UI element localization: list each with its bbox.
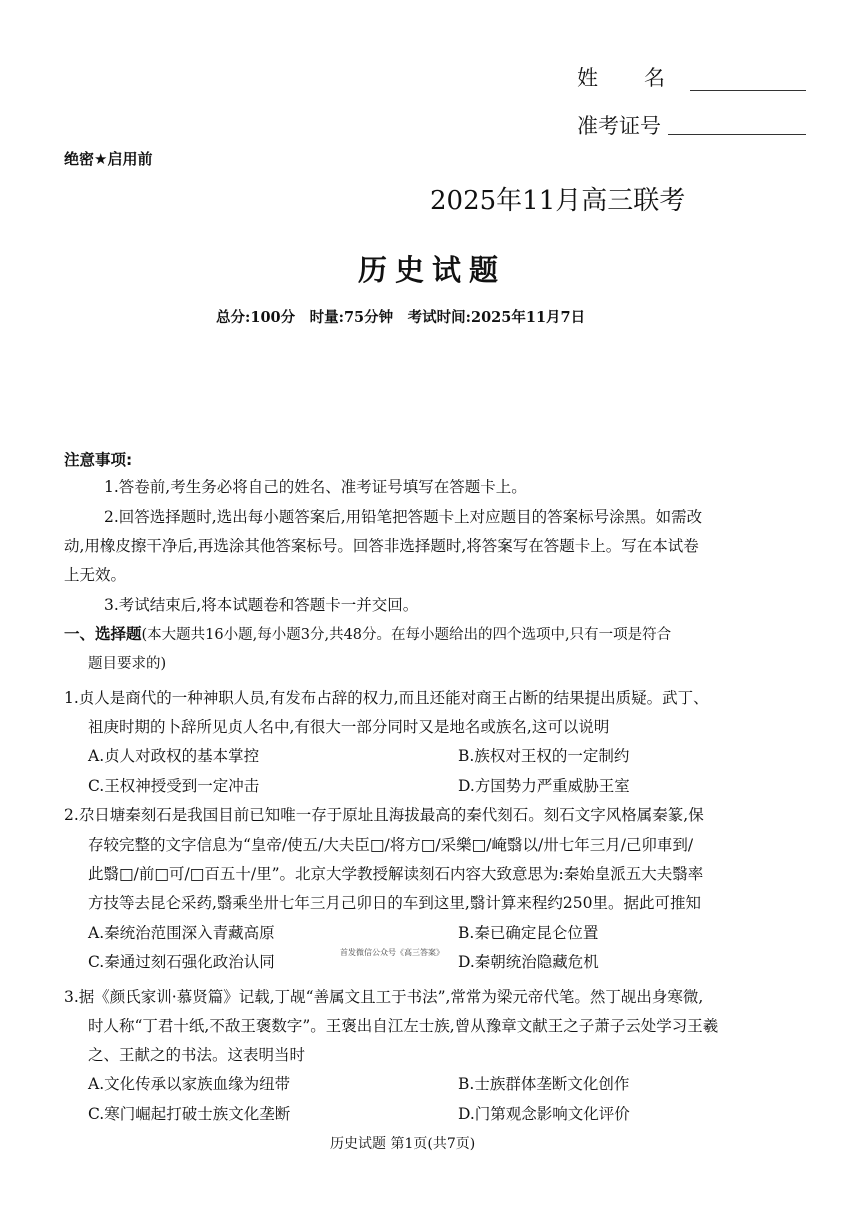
- question-3-option-b[interactable]: B.士族群体垄断文化创作: [458, 1075, 630, 1093]
- secret-label: 绝密★启用前: [64, 150, 153, 168]
- question-3-line-1: 3.据《颜氏家训·慕贤篇》记载,丁觇“善属文且工于书法”,常常为梁元帝代笔。然丁觇出身寒微,: [64, 988, 704, 1006]
- exam-id-field[interactable]: [668, 134, 806, 135]
- watermark: 首发微信公众号《高三答案》: [340, 948, 444, 957]
- question-3-line-3: 之、王献之的书法。这表明当时: [88, 1046, 306, 1064]
- question-3-option-a[interactable]: A.文化传承以家族血缘为纽带: [88, 1075, 291, 1093]
- name-field[interactable]: [690, 90, 806, 91]
- question-1-option-a[interactable]: A.贞人对政权的基本掌控: [88, 747, 260, 765]
- section-header: [64, 620, 671, 650]
- section-desc-line-1: (本大题共16小题,每小题3分,共48分。在每小题给出的四个选项中,只有一项是符合: [141, 627, 672, 643]
- question-1-option-b[interactable]: B.族权对王权的一定制约: [458, 747, 630, 765]
- id-label: 准考证号: [577, 114, 661, 138]
- name-label-char2: 名: [644, 66, 665, 90]
- question-2-line-4: 方技等去昆仑采药,翳乘坐卅七年三月己卯日的车到这里,翳计算来程约250里。据此可推知: [88, 894, 701, 912]
- question-2-option-c[interactable]: C.秦通过刻石强化政治认同: [88, 953, 275, 971]
- question-2-line-1: 2.尕日塘秦刻石是我国目前已知唯一存于原址且海拔最高的秦代刻石。刻石文字风格属秦篆,保: [64, 806, 704, 824]
- question-2-option-d[interactable]: D.秦朝统治隐藏危机: [458, 953, 599, 971]
- question-2-option-b[interactable]: B.秦已确定昆仑位置: [458, 924, 599, 942]
- exam-title: 2025年11月高三联考: [430, 186, 686, 216]
- notice-item-3: 3.考试结束后,将本试题卷和答题卡一并交回。: [104, 596, 419, 614]
- notice-item-2-line-1: 2.回答选择题时,选出每小题答案后,用铅笔把答题卡上对应题目的答案标号涂黑。如需改: [104, 508, 703, 526]
- question-3-option-d[interactable]: D.门第观念影响文化评价: [458, 1105, 630, 1123]
- question-1-option-c[interactable]: C.王权神授受到一定冲击: [88, 777, 260, 795]
- question-2-line-2: 存较完整的文字信息为“皇帝/使五/大夫臣□/将方□/采樂□/崦翳以/卅七年三月/己卯車到/: [88, 836, 694, 854]
- question-1-line-1: 1.贞人是商代的一种神职人员,有发布占辞的权力,而且还能对商王占断的结果提出质疑。武丁、: [64, 689, 709, 707]
- notice-item-1: 1.答卷前,考生务必将自己的姓名、准考证号填写在答题卡上。: [104, 478, 527, 496]
- question-1-option-d[interactable]: D.方国势力严重威胁王室: [458, 777, 630, 795]
- question-1-line-2: 祖庚时期的卜辞所见贞人名中,有很大一部分同时又是地名或族名,这可以说明: [88, 718, 610, 736]
- question-2-option-a[interactable]: A.秦统治范围深入青藏高原: [88, 924, 275, 942]
- question-3-line-2: 时人称“丁君十纸,不敌王褒数字”。王褒出自江左士族,曾从豫章文献王之子萧子云处学习王羲: [88, 1017, 719, 1035]
- notice-item-2-line-3: 上无效。: [64, 566, 127, 584]
- exam-info: 总分:100分 时量:75分钟 考试时间:2025年11月7日: [216, 309, 586, 326]
- notice-item-2-line-2: 动,用橡皮擦干净后,再选涂其他答案标号。回答非选择题时,将答案写在答题卡上。写在本试卷: [64, 537, 699, 555]
- section-title: 一、选择题: [64, 625, 142, 643]
- question-3-option-c[interactable]: C.寒门崛起打破士族文化垄断: [88, 1105, 291, 1123]
- page-footer: 历史试题 第1页(共7页): [330, 1136, 476, 1152]
- name-label: [577, 62, 665, 92]
- name-label-char1: 姓: [577, 66, 598, 90]
- question-2-line-3: 此翳□/前□可/□百五十/里”。北京大学教授解读刻石内容大致意思为:秦始皇派五大夫翳率: [88, 865, 704, 883]
- section-desc-line-2: 题目要求的): [88, 656, 167, 672]
- notice-title: 注意事项:: [64, 451, 133, 469]
- page-title: 历史试题: [358, 253, 507, 287]
